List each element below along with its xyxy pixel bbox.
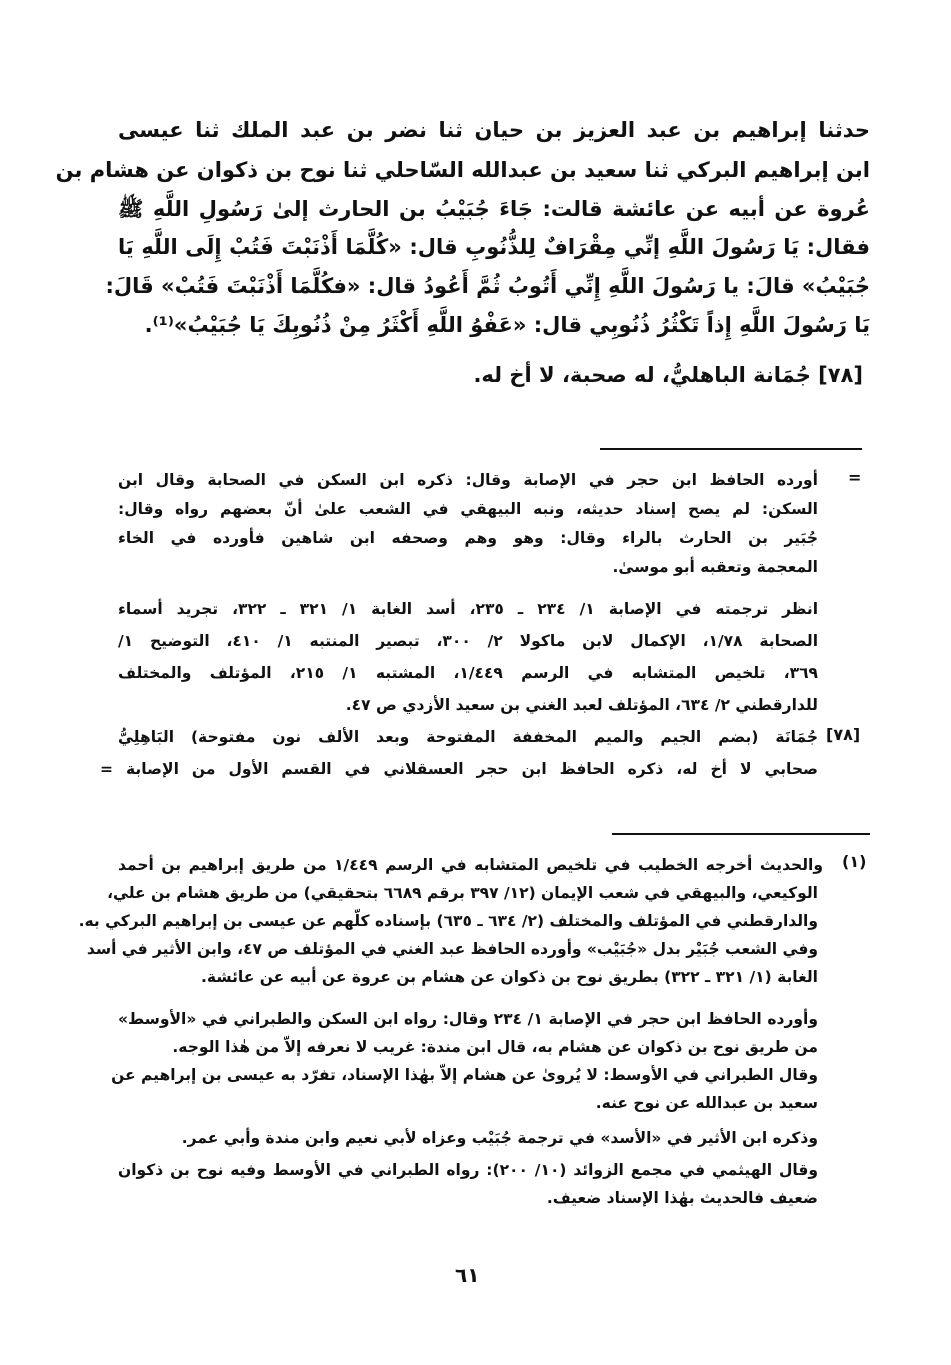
footnote-line: أورده الحافظ ابن حجر في الإصابة وقال: ذكره ابن السكن في الصحابة وقال ابن xyxy=(118,471,818,489)
footnote-line: جُبَير بن الحارث بالراء وقال: وهو وهم وصحفه ابن شاهين فأورده في الخاء xyxy=(118,529,818,547)
footnote-line: الوكيعي، والبيهقي في شعب الإيمان (١٢/ ٣٩٧ برقم ٦٦٨٩ بتحقيقي) من طريق هشام بن علي، xyxy=(107,884,818,902)
footnote-line: ٣٦٩، تلخيص المتشابه في الرسم ١/٤٤٩، المشتبه ١/ ٢١٥، المؤتلف والمختلف xyxy=(118,664,818,682)
footnote-line: سعيد بن عبدالله عن نوح عنه. xyxy=(595,1094,818,1112)
footnote-line: وأورده الحافظ ابن حجر في الإصابة ١/ ٢٣٤ وقال: رواه ابن السكن والطبراني في «الأوسط» xyxy=(118,1010,818,1028)
footnote-line: والدارقطني في المؤتلف والمختلف (٢/ ٦٣٤ ـ ٦٣٥) بإسناده كلّهم عن عيسى بن إبراهيم البركي به. xyxy=(78,912,818,930)
main-line: فقال: يَا رَسُولَ اللَّهِ إنِّي مِقْرَافٌ لِلذُّنُوبِ قال: «كُلَّمَا أَذْنَبْتَ فَتُبْ إِلَى اللَّهِ يَا xyxy=(118,235,870,259)
footnote-divider xyxy=(612,833,870,835)
footnote-line: وذكره ابن الأثير في «الأسد» في ترجمة جُبَيْب وعزاه لأبي نعيم وابن مندة وأبي عمر. xyxy=(181,1129,818,1147)
main-line: يَا رَسُولَ اللَّهِ إِذاً تَكْثُرُ ذُنُوبِي قال: «عَفْوُ اللَّهِ أَكْثَرُ مِنْ ذُنُوبِكَ يَا جُبَيْبُ»⁽¹⁾. xyxy=(144,313,870,337)
footnote-line: وفي الشعب جُبَيْر بدل «جُبَيْب» وأورده الحافظ عبد الغني في المؤتلف ص ٤٧، وابن الأثير في أسد xyxy=(86,940,818,958)
footnote-line: جُمَانَة (بضم الجيم والميم المخففة المفتوحة وبعد الألف نون مفتوحة) البَاهِلِيُّ xyxy=(118,728,818,746)
footnote-line: وقال الطبراني في الأوسط: لا يُروىٰ عن هشام إلاّ بهٰذا الإسناد، تفرّد به عيسى بن إبراهيم عن xyxy=(111,1066,818,1084)
footnote-line: الغابة (١/ ٣٢١ ـ ٣٢٢) بطريق نوح بن ذكوان عن هشام بن عروة عن أبيه عن عائشة. xyxy=(201,968,818,986)
main-line: جُبَيْبُ» قالَ: يا رَسُولَ اللَّهِ إِنِّي أَتُوبُ ثُمَّ أَعُودُ قال: «فكُلَّمَا أَذْنَبْتَ فَتُبْ» قَالَ: xyxy=(105,274,870,298)
main-line: ابن إبراهيم البركي ثنا سعيد بن عبدالله السّاحلي ثنا نوح بن ذكوان عن هشام بن xyxy=(55,158,870,182)
footnote-line: انظر ترجمته في الإصابة ١/ ٢٣٤ ـ ٢٣٥، أسد الغابة ١/ ٣٢١ ـ ٣٢٢، تجريد أسماء xyxy=(118,600,819,618)
footnote-line: ضعيف فالحديث بهٰذا الإسناد ضعيف. xyxy=(546,1189,818,1207)
footnote-line: من طريق نوح بن ذكوان عن هشام به، قال ابن مندة: غريب لا نعرفه إلاّ من هٰذا الوجه. xyxy=(172,1038,818,1056)
continuation-marker: = xyxy=(848,468,862,487)
main-line: حدثنا إبراهيم بن عبد العزيز بن حيان ثنا نضر بن عبد الملك ثنا عيسى xyxy=(118,118,870,142)
footnote-line: السكن: لم يصح إسناد حديثه، ونبه البيهقي في الشعب علىٰ أنّ بعضهم رواه وقال: xyxy=(118,500,818,518)
page-number: ٦١ xyxy=(455,1263,480,1287)
entry-heading: [٧٨] جُمَانة الباهليُّ، له صحبة، لا أخ له. xyxy=(473,363,863,387)
footnote-1-label: (١) xyxy=(842,852,867,871)
main-line: عُروة عن أبيه عن عائشة قالت: جَاءَ جُبَيْبُ بن الحارث إلىٰ رَسُولِ اللَّهِ ﷺ xyxy=(118,197,870,221)
footnote-line: وقال الهيثمي في مجمع الزوائد (١٠/ ٢٠٠): رواه الطبراني في الأوسط وفيه نوح بن ذكوان xyxy=(118,1161,818,1179)
footnote-divider xyxy=(600,448,862,450)
note-78-label: [٧٨] xyxy=(826,725,861,744)
footnote-line: المعجمة وتعقبه أبو موسىٰ. xyxy=(612,558,818,576)
footnote-line: للدارقطني ٢/ ٦٣٤، المؤتلف لعبد الغني بن سعيد الأزدي ص ٤٧. xyxy=(345,696,818,714)
footnote-line: والحديث أخرجه الخطيب في تلخيص المتشابه في الرسم ١/٤٤٩ من طريق إبراهيم بن أحمد xyxy=(118,856,823,874)
footnote-line: الصحابة ١/٧٨، الإكمال لابن ماكولا ٢/ ٣٠٠، تبصير المنتبه ١/ ٤١٠، التوضيح ١/ xyxy=(118,632,819,650)
footnote-line: صحابي لا أخ له، ذكره الحافظ ابن حجر العسقلاني في القسم الأول من الإصابة = xyxy=(100,760,818,778)
